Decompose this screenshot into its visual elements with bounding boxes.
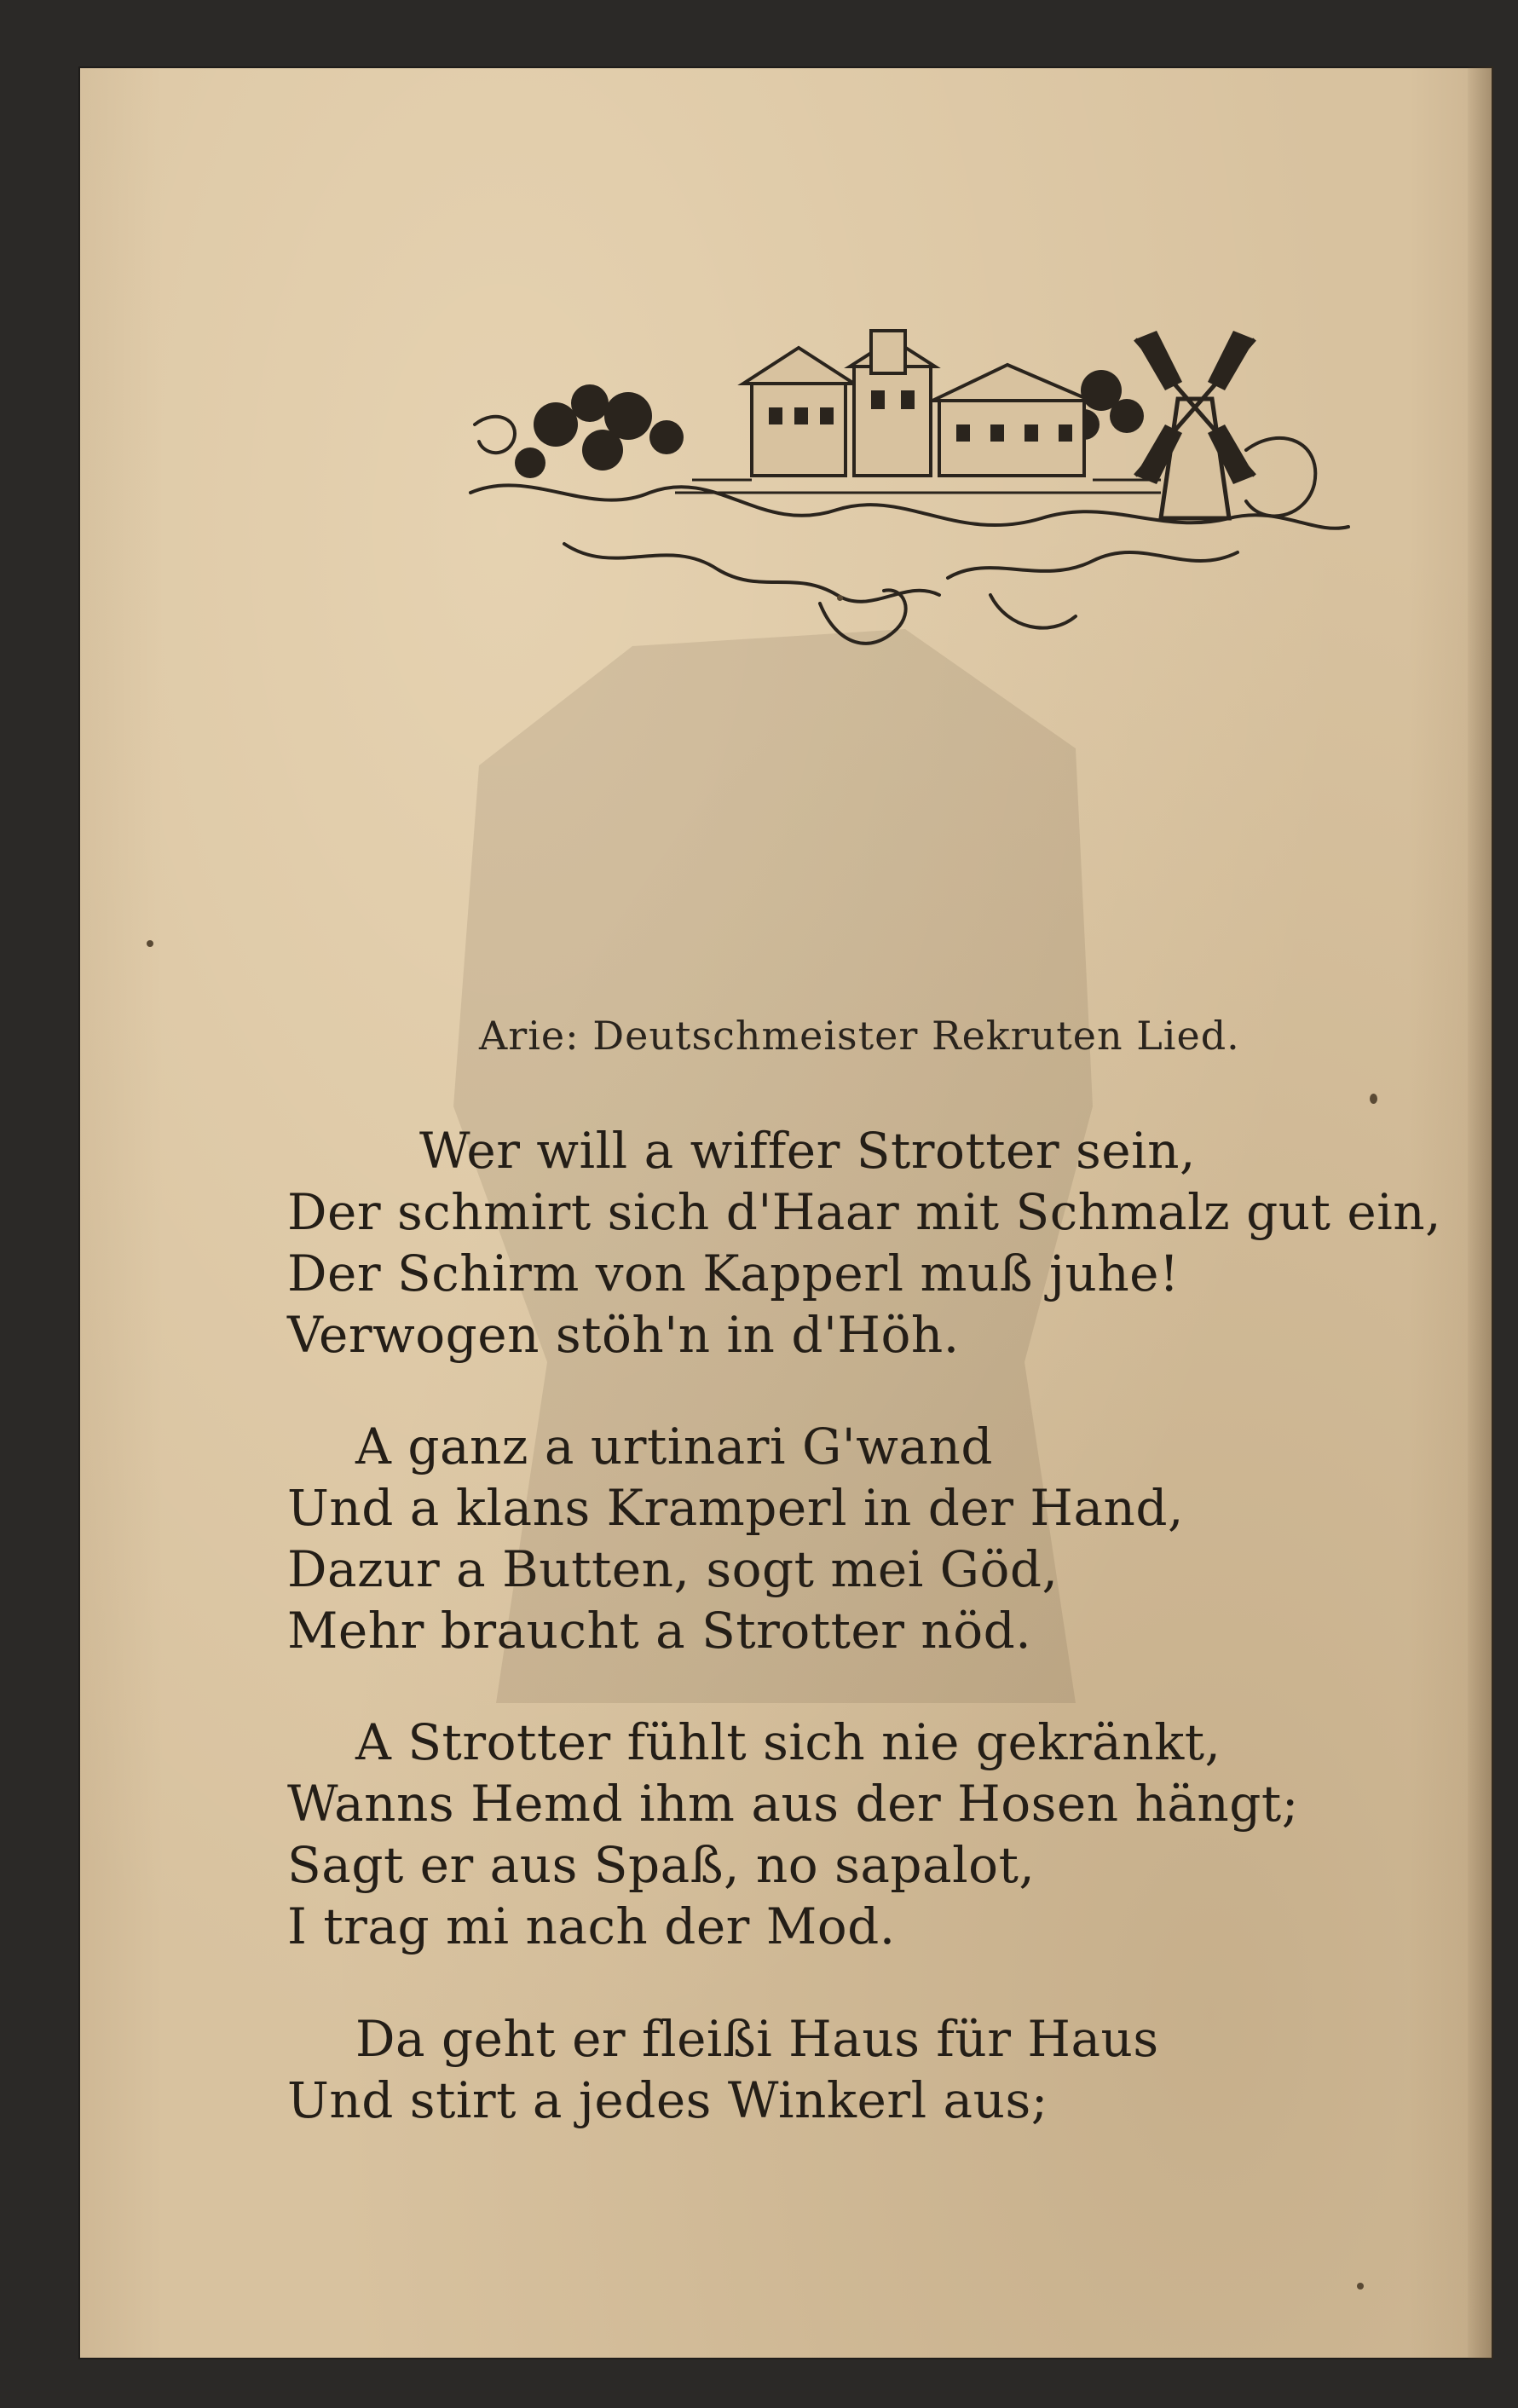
paper-speck xyxy=(1370,1094,1377,1104)
stanza-3-line-3: Sagt er aus Spaß, no sapalot, xyxy=(287,1836,1036,1894)
stanza-4-line-2: Und stirt a jedes Winkerl aus; xyxy=(287,2071,1048,2129)
stanza-3-line-1: A Strotter fühlt sich nie gekränkt, xyxy=(355,1713,1221,1771)
stanza-1-line-2: Der schmirt sich d'Haar mit Schmalz gut ein, xyxy=(287,1183,1442,1241)
stanza-2-line-4: Mehr braucht a Strotter nöd. xyxy=(287,1602,1032,1660)
stanza-1-line-4: Verwogen stöh'n in d'Höh. xyxy=(287,1306,960,1364)
paper-speck xyxy=(147,940,153,947)
song-tune-heading: Arie: Deutschmeister Rekruten Lied. xyxy=(479,1013,1240,1059)
stanza-2-line-3: Dazur a Butten, sogt mei Göd, xyxy=(287,1540,1059,1598)
stanza-3-line-2: Wanns Hemd ihm aus der Hosen hängt; xyxy=(287,1775,1299,1833)
paper-speck xyxy=(837,595,843,601)
stanza-1-line-3: Der Schirm von Kapperl muß juhe! xyxy=(287,1244,1180,1302)
poem-text xyxy=(78,66,1493,2359)
stanza-4-line-1: Da geht er fleißi Haus für Haus xyxy=(355,2010,1159,2068)
stanza-2-line-2: Und a klans Kramperl in der Hand, xyxy=(287,1479,1184,1537)
stanza-2-line-1: A ganz a urtinari G'wand xyxy=(355,1418,993,1475)
stanza-3-line-4: I trag mi nach der Mod. xyxy=(287,1897,896,1955)
stanza-1-line-1: Wer will a wiffer Strotter sein, xyxy=(419,1122,1196,1180)
paper-speck xyxy=(1357,2283,1364,2290)
document-page xyxy=(78,66,1493,2359)
